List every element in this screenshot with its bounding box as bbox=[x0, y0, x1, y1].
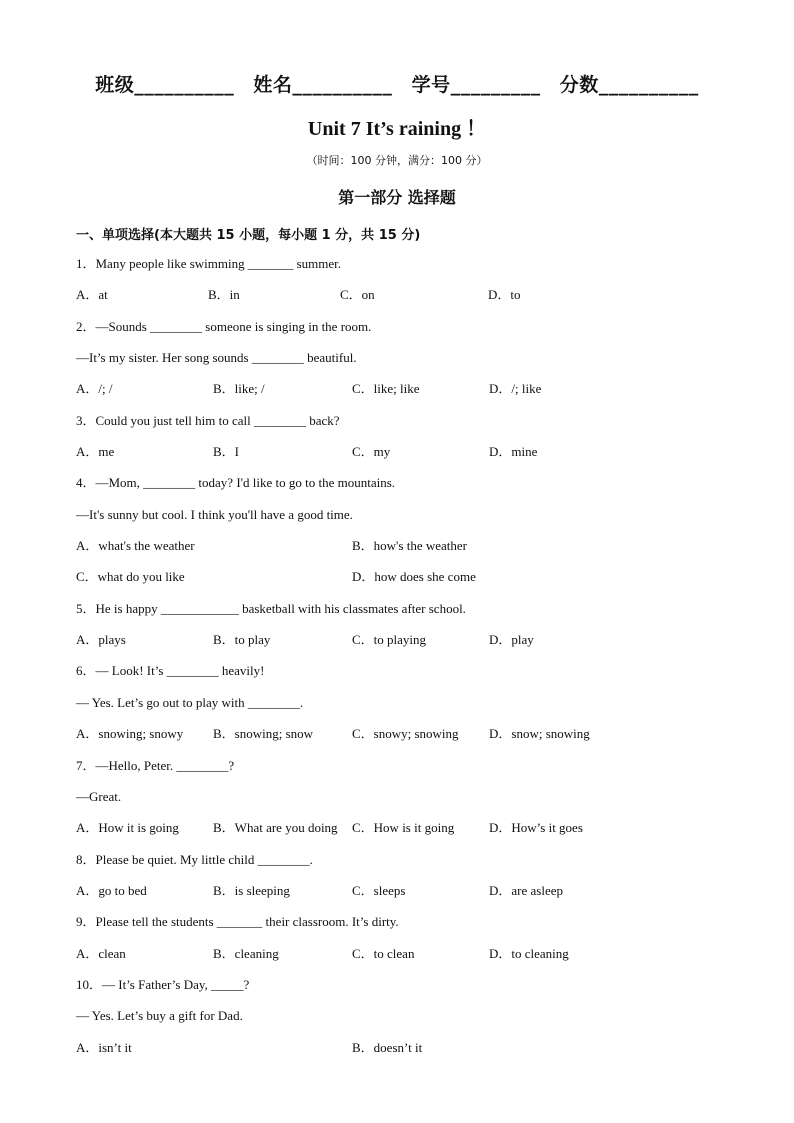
options-row bbox=[76, 561, 726, 592]
option-d[interactable]: D．to bbox=[488, 287, 521, 303]
options-row bbox=[76, 938, 726, 969]
question-stem: 8．Please be quiet. My little child ________. bbox=[76, 851, 313, 867]
option-b[interactable]: B．doesn’t it bbox=[352, 1039, 423, 1055]
page-title: Unit 7 It’s raining ！ bbox=[307, 118, 487, 140]
option-c[interactable]: C．what do you like bbox=[76, 569, 185, 585]
option-b[interactable]: B．cleaning bbox=[213, 945, 279, 961]
option-a[interactable]: A．How it is going bbox=[76, 820, 179, 836]
option-c[interactable]: C．to playing bbox=[352, 632, 427, 648]
options-row bbox=[76, 436, 726, 467]
option-c[interactable]: C．How is it going bbox=[352, 820, 455, 836]
option-d[interactable]: D．/; like bbox=[489, 381, 542, 397]
question-stem: 1．Many people like swimming _______ summer. bbox=[76, 256, 342, 271]
option-b[interactable]: B．like; / bbox=[213, 381, 265, 397]
option-b[interactable]: B．how's the weather bbox=[352, 538, 467, 554]
section-title: 一、单项选择(本大题共 15 小题，每小题 1 分，共 15 分) bbox=[76, 228, 421, 243]
option-d[interactable]: D．mine bbox=[489, 444, 538, 460]
name-field[interactable]: 姓名__________ bbox=[253, 74, 393, 96]
question-stem: 2．—Sounds ________ someone is singing in the room. bbox=[76, 318, 372, 334]
question-stem: —It's sunny but cool. I think you'll have a good time. bbox=[76, 506, 353, 522]
question-stem: 3．Could you just tell him to call ________ back? bbox=[76, 412, 340, 428]
option-b[interactable]: B．I bbox=[213, 444, 240, 460]
question-list bbox=[76, 248, 726, 1063]
score-field[interactable]: 分数__________ bbox=[559, 74, 699, 96]
option-d[interactable]: D．are asleep bbox=[489, 882, 563, 898]
option-d[interactable]: D．play bbox=[489, 632, 534, 648]
option-a[interactable]: A．clean bbox=[76, 945, 126, 961]
options-row bbox=[76, 875, 726, 906]
student-info-header bbox=[0, 70, 794, 97]
option-a[interactable]: A．plays bbox=[76, 632, 126, 648]
option-c[interactable]: C．on bbox=[340, 287, 375, 303]
option-b[interactable]: B．What are you doing bbox=[213, 820, 338, 836]
options-row bbox=[76, 1032, 726, 1063]
option-a[interactable]: A．/; / bbox=[76, 381, 113, 397]
question-stem: 6．— Look! It’s ________ heavily! bbox=[76, 663, 265, 679]
option-c[interactable]: C．my bbox=[352, 444, 391, 460]
question-stem: — Yes. Let’s buy a gift for Dad. bbox=[76, 1008, 243, 1024]
student-id-field[interactable]: 学号_________ bbox=[411, 74, 541, 96]
options-row bbox=[76, 718, 726, 749]
option-d[interactable]: D．how does she come bbox=[352, 569, 476, 585]
part-title: 第一部分 选择题 bbox=[338, 188, 456, 207]
class-field[interactable]: 班级__________ bbox=[95, 74, 235, 96]
question-stem: 10．— It’s Father’s Day, _____? bbox=[76, 976, 250, 992]
option-b[interactable]: B．to play bbox=[213, 632, 271, 648]
question-stem: — Yes. Let’s go out to play with ________. bbox=[76, 694, 304, 710]
question-stem: 7．—Hello, Peter. ________? bbox=[76, 757, 235, 773]
option-a[interactable]: A．at bbox=[76, 287, 108, 303]
option-b[interactable]: B．is sleeping bbox=[213, 882, 290, 898]
option-c[interactable]: C．sleeps bbox=[352, 882, 406, 898]
option-d[interactable]: D．snow; snowing bbox=[489, 726, 590, 742]
option-a[interactable]: A．isn’t it bbox=[76, 1039, 132, 1055]
option-b[interactable]: B．snowing; snow bbox=[213, 726, 314, 742]
question-stem: 9．Please tell the students _______ their classroom. It’s dirty. bbox=[76, 914, 399, 930]
option-c[interactable]: C．to clean bbox=[352, 945, 415, 961]
option-a[interactable]: A．me bbox=[76, 444, 115, 460]
options-row bbox=[76, 279, 726, 310]
option-d[interactable]: D．to cleaning bbox=[489, 945, 569, 961]
option-d[interactable]: D．How’s it goes bbox=[489, 820, 583, 836]
question-stem: —Great. bbox=[76, 788, 122, 804]
options-row bbox=[76, 373, 726, 404]
question-stem: 4．—Mom, ________ today? I'd like to go to the mountains. bbox=[76, 475, 396, 491]
option-c[interactable]: C．snowy; snowing bbox=[352, 726, 459, 742]
option-a[interactable]: A．what's the weather bbox=[76, 538, 195, 554]
option-b[interactable]: B．in bbox=[208, 287, 240, 303]
exam-info: （时间：100 分钟，满分：100 分） bbox=[306, 154, 488, 167]
option-a[interactable]: A．go to bed bbox=[76, 882, 147, 898]
options-row bbox=[76, 624, 726, 655]
option-a[interactable]: A．snowing; snowy bbox=[76, 726, 184, 742]
options-row bbox=[76, 530, 726, 561]
option-c[interactable]: C．like; like bbox=[352, 381, 420, 397]
question-stem: —It’s my sister. Her song sounds ________ beautiful. bbox=[76, 350, 357, 366]
options-row bbox=[76, 812, 726, 843]
question-stem: 5．He is happy ____________ basketball with his classmates after school. bbox=[76, 600, 466, 616]
